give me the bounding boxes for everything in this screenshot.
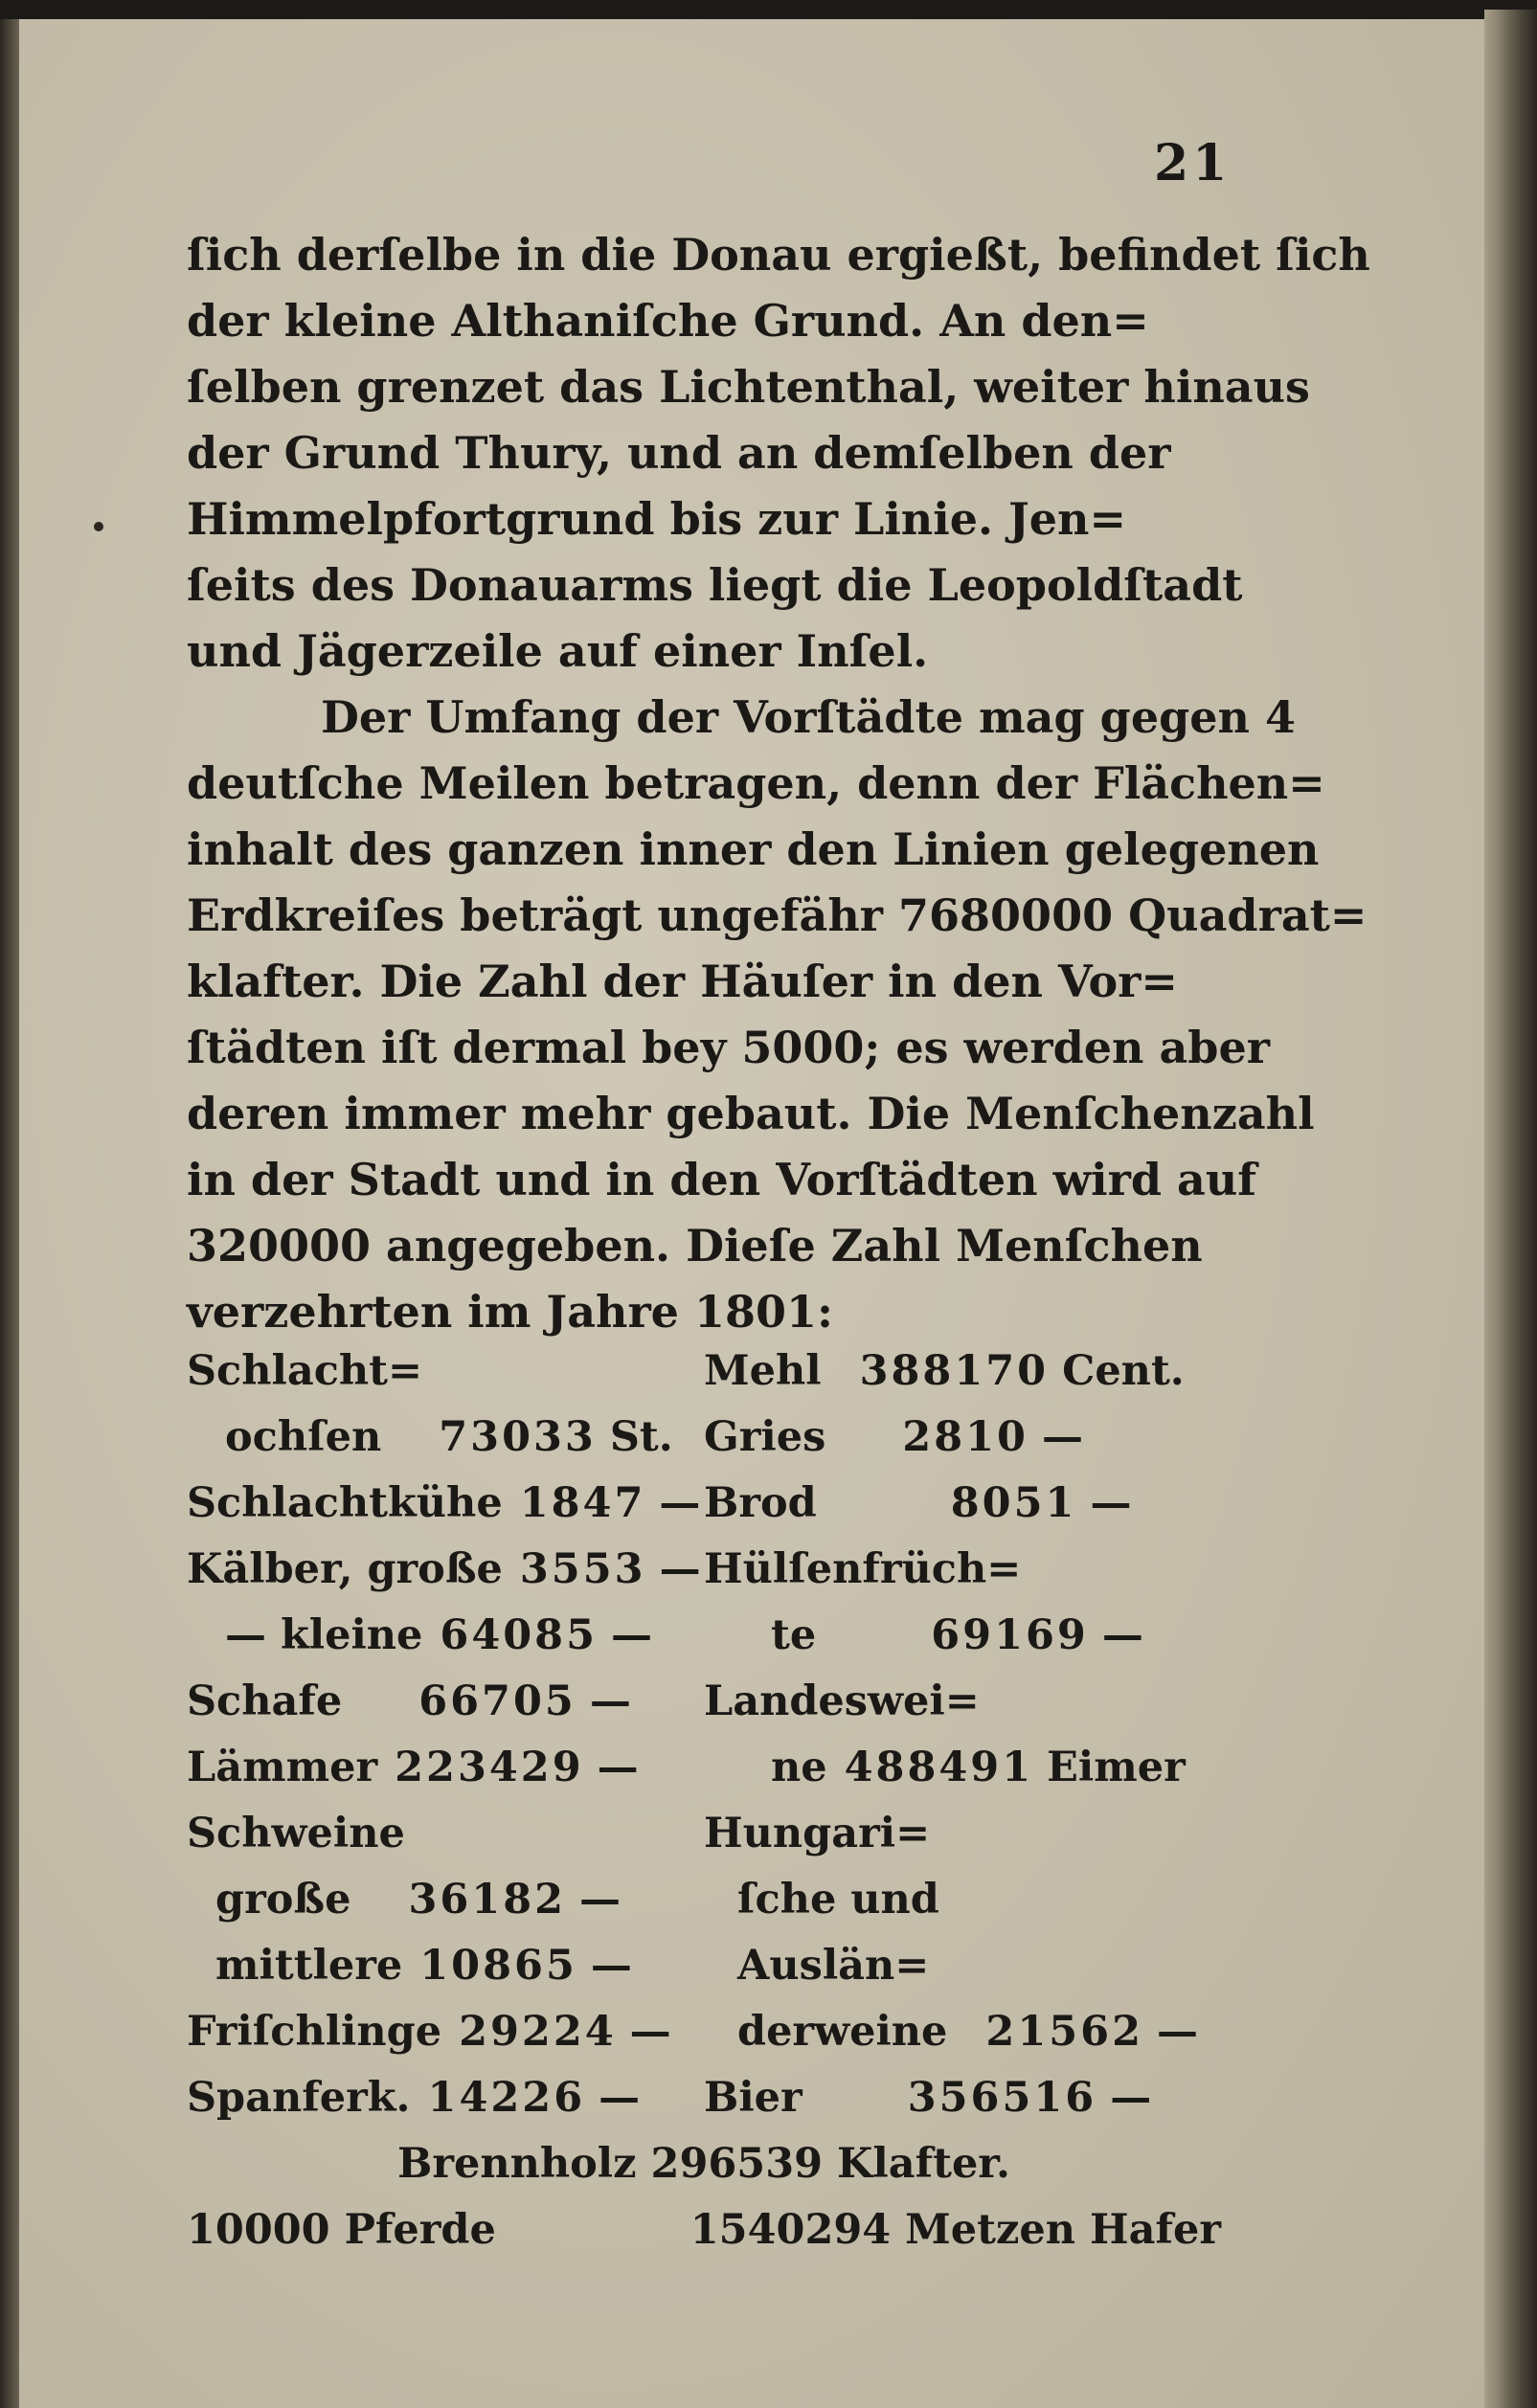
text-line: inhalt des ganzen inner den Linien gelegenen: [187, 823, 1320, 875]
table-row: große 36182 —: [215, 1876, 622, 1924]
text-line: Himmelpfortgrund bis zur Linie. Jen=: [187, 493, 1127, 545]
text-line: der Grund Thury, und an demſelben der: [187, 427, 1171, 479]
table-row: Auslän=: [737, 1942, 930, 1990]
text-line: Der Umfang der Vorſtädte mag gegen 4: [321, 691, 1296, 743]
table-row: Brod 8051 —: [704, 1479, 1132, 1527]
table-row: Schlachtkühe 1847 —: [187, 1479, 701, 1527]
page-number: 21: [1154, 134, 1232, 192]
footer-left: 10000 Pferde: [187, 2206, 496, 2254]
footer-line: [187, 2197, 1221, 2263]
table-row: Gries 2810 —: [704, 1413, 1083, 1461]
table-row: Schafe 66705 —: [187, 1677, 631, 1725]
margin-mark: [94, 522, 103, 531]
table-row: ochſen 73033 St.: [225, 1413, 673, 1461]
text-line: der kleine Althaniſche Grund. An den=: [187, 295, 1149, 347]
text-line: klafter. Die Zahl der Häuſer in den Vor=: [187, 956, 1178, 1007]
text-line: deutſche Meilen betragen, denn der Flächen=: [187, 757, 1325, 809]
table-row: derweine 21562 —: [737, 2008, 1199, 2056]
table-row: ſche und: [737, 1876, 939, 1924]
table-row: ne 488491 Eimer: [771, 1744, 1186, 1791]
left-column: [187, 1339, 704, 2131]
text-line: 320000 angegeben. Dieſe Zahl Menſchen: [187, 1220, 1203, 1272]
text-line: ſelben grenzet das Lichtenthal, weiter hinaus: [187, 361, 1310, 413]
table-row: te 69169 —: [771, 1611, 1143, 1659]
table-row: Spanferk. 14226 —: [187, 2074, 641, 2122]
table-row: — kleine 64085 —: [225, 1611, 653, 1659]
table-row: Hülſenfrüch=: [704, 1545, 1022, 1593]
table-row: Friſchlinge 29224 —: [187, 2008, 671, 2056]
table-row: Schweine: [187, 1810, 405, 1857]
footer-right: 1540294 Metzen Hafer: [689, 2206, 1221, 2254]
text-line: ſich derſelbe in die Donau ergießt, befindet ſich: [187, 229, 1370, 281]
table-row: Schlacht=: [187, 1347, 423, 1395]
text-line: und Jägerzeile auf einer Inſel.: [187, 625, 929, 677]
text-line: verzehrten im Jahre 1801:: [187, 1286, 833, 1338]
brennholz-line: Brennholz 296539 Klafter.: [396, 2140, 1010, 2188]
table-row: Mehl 388170 Cent.: [704, 1347, 1185, 1395]
page-edges: [1484, 10, 1537, 2408]
text-line: deren immer mehr gebaut. Die Menſchenzahl: [187, 1088, 1315, 1139]
table-row: Landeswei=: [704, 1677, 980, 1725]
table-row: Hungari=: [704, 1810, 931, 1857]
text-line: in der Stadt und in den Vorſtädten wird auf: [187, 1154, 1257, 1205]
table-row: Lämmer 223429 —: [187, 1744, 639, 1791]
table-row: Kälber, große 3553 —: [187, 1545, 701, 1593]
text-line: ſeits des Donauarms liegt die Leopoldſtadt: [187, 559, 1243, 611]
table-row: Bier 356516 —: [704, 2074, 1152, 2122]
right-column: [704, 1339, 1221, 2131]
text-line: ſtädten iſt dermal bey 5000; es werden aber: [187, 1022, 1270, 1073]
table-row: mittlere 10865 —: [215, 1942, 632, 1990]
prose-text: [187, 222, 1370, 1345]
consumption-table: [187, 1339, 1221, 2263]
book-gutter: [0, 19, 19, 2408]
text-line: Erdkreiſes beträgt ungefähr 7680000 Quadrat=: [187, 889, 1367, 941]
